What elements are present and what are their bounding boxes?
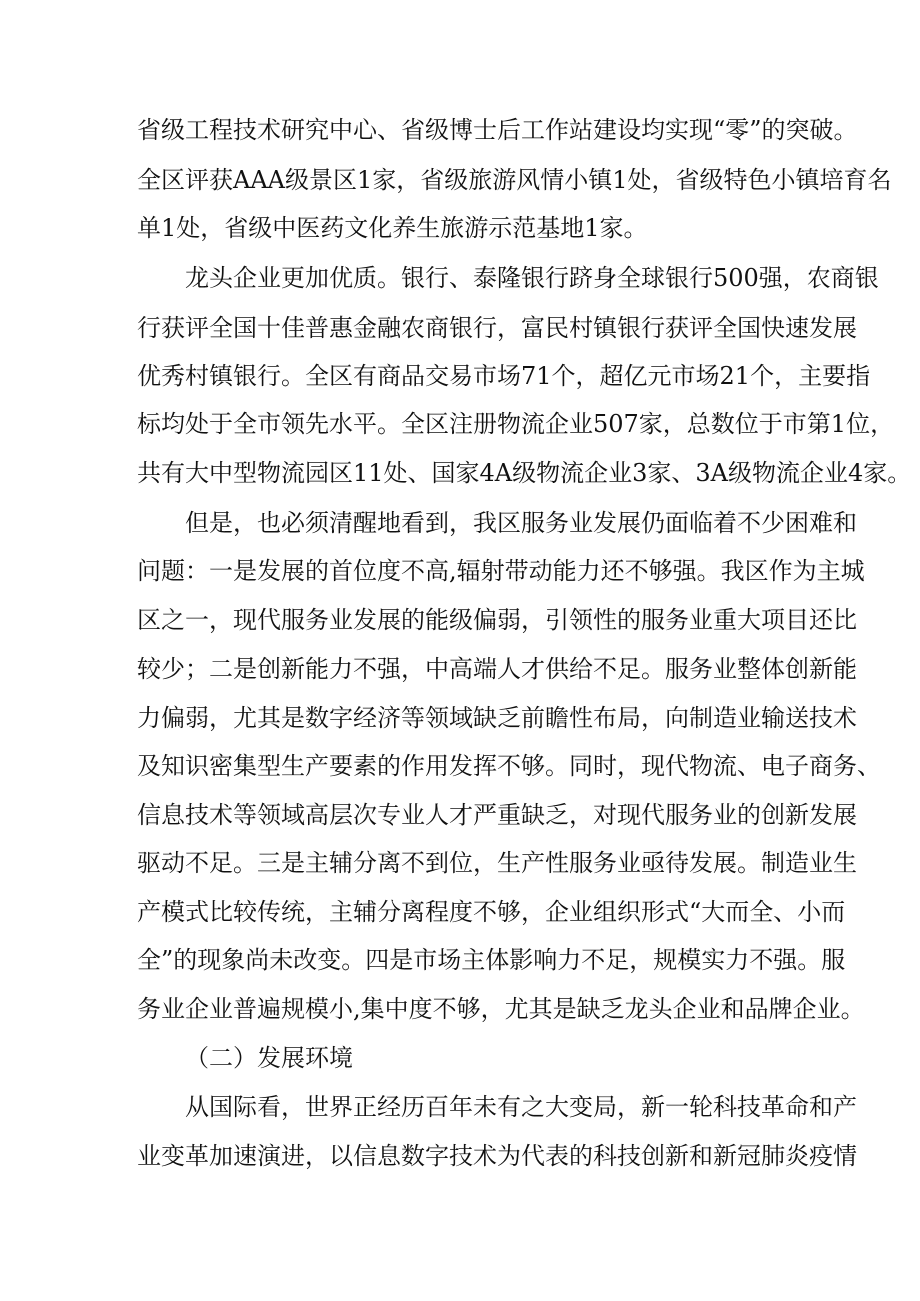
text-line: 优秀村镇银行。全区有商品交易市场71个，超亿元市场21个，主要指 [137, 362, 871, 390]
section-heading: （二）发展环境 [185, 1044, 353, 1072]
text-line: 龙头企业更加优质。银行、泰隆银行跻身全球银行500强，农商银 [185, 264, 879, 292]
text-line: 从国际看，世界正经历百年未有之大变局，新一轮科技革命和产 [185, 1093, 857, 1121]
text-line: 产模式比较传统，主辅分离程度不够，企业组织形式“大而全、小而 [137, 898, 846, 926]
text-line: 单1处，省级中医药文化养生旅游示范基地1家。 [137, 214, 648, 242]
text-line: 区之一，现代服务业发展的能级偏弱，引领性的服务业重大项目还比 [137, 606, 857, 634]
text-line: 行获评全国十佳普惠金融农商银行，富民村镇银行获评全国快速发展 [137, 314, 857, 342]
text-line: 标均处于全市领先水平。全区注册物流企业507家，总数位于市第1位， [137, 410, 895, 438]
text-line: 全区评获AAA级景区1家，省级旅游风情小镇1处，省级特色小镇培育名 [137, 166, 892, 194]
text-line: 务业企业普遍规模小,集中度不够，尤其是缺乏龙头企业和品牌企业。 [137, 995, 865, 1023]
text-line: 省级工程技术研究中心、省级博士后工作站建设均实现“零”的突破。 [137, 116, 858, 144]
text-line: 较少；二是创新能力不强，中高端人才供给不足。服务业整体创新能 [137, 655, 857, 683]
text-line: 信息技术等领域高层次专业人才严重缺乏，对现代服务业的创新发展 [137, 801, 857, 829]
text-line: 问题：一是发展的首位度不高,辐射带动能力还不够强。我区作为主城 [137, 557, 865, 585]
text-line: 但是，也必须清醒地看到，我区服务业发展仍面临着不少困难和 [185, 509, 857, 537]
text-line: 力偏弱，尤其是数字经济等领域缺乏前瞻性布局，向制造业输送技术 [137, 704, 857, 732]
text-line: 全”的现象尚未改变。四是市场主体影响力不足，规模实力不强。服 [137, 946, 846, 974]
text-line: 及知识密集型生产要素的作用发挥不够。同时，现代物流、电子商务、 [137, 752, 881, 780]
text-line: 共有大中型物流园区11处、国家4A级物流企业3家、3A级物流企业4家。 [137, 459, 912, 487]
text-line: 业变革加速演进，以信息数字技术为代表的科技创新和新冠肺炎疫情 [137, 1142, 857, 1170]
text-line: 驱动不足。三是主辅分离不到位，生产性服务业亟待发展。制造业生 [137, 849, 857, 877]
